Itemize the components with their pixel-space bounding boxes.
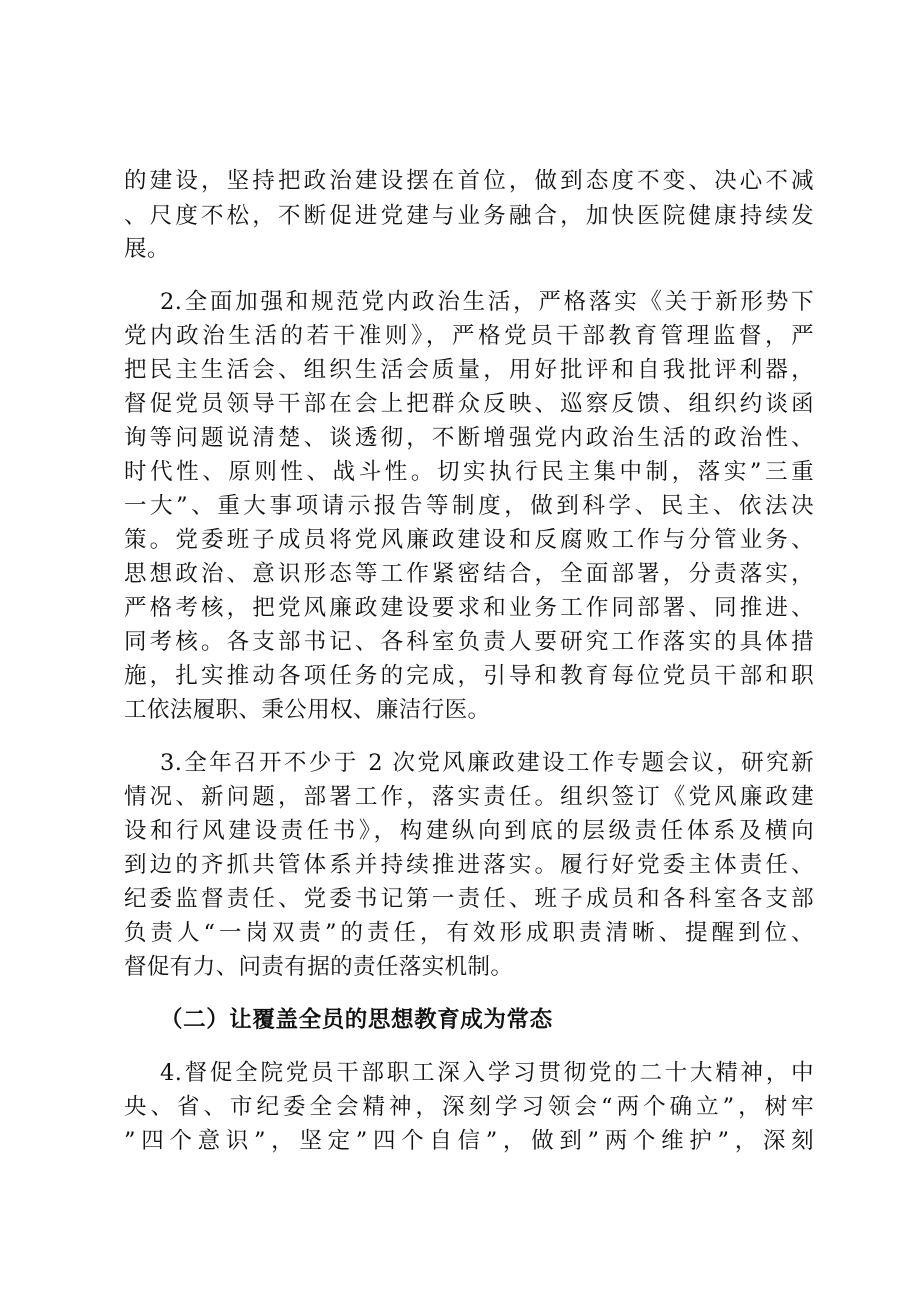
- paragraph-3-line-5: 纪委监督责任、党委书记第一责任、班子成员和各科室各支部: [124, 886, 814, 912]
- paragraph-2-line-6: 时代性、原则性、战斗性。切实执行民主集中制，落实”三重: [124, 459, 814, 485]
- paragraph-2-line-3: 把民主生活会、组织生活会质量，用好批评和自我批评利器，: [124, 357, 814, 383]
- paragraph-2-line-7: 一大”、重大事项请示报告等制度，做到科学、民主、依法决: [124, 493, 814, 519]
- paragraph-4-line-3: ”四个意识”，坚定”四个自信”，做到”两个维护”，深刻: [124, 1128, 814, 1154]
- paragraph-1-line-3: 展。: [124, 236, 170, 262]
- paragraph-2-line-10: 严格考核，把党风廉政建设要求和业务工作同部署、同推进、: [124, 595, 814, 621]
- paragraph-3-line-3: 设和行风建设责任书》，构建纵向到底的层级责任体系及横向: [124, 818, 814, 844]
- paragraph-3-line-6: 负责人“一岗双责”的责任，有效形成职责清晰、提醒到位、: [124, 920, 814, 946]
- paragraph-1-line-1: 的建设，坚持把政治建设摆在首位，做到态度不变、决心不减: [124, 168, 814, 194]
- paragraph-2-line-9: 思想政治、意识形态等工作紧密结合，全面部署，分责落实，: [124, 561, 814, 587]
- paragraph-2-line-12: 施，扎实推动各项任务的完成，引导和教育每位党员干部和职: [124, 663, 814, 689]
- paragraph-2-line-4: 督促党员领导干部在会上把群众反映、巡察反馈、组织约谈函: [124, 391, 814, 417]
- paragraph-2-line-1: 2.全面加强和规范党内政治生活，严格落实《关于新形势下: [160, 289, 814, 315]
- paragraph-3-line-7: 督促有力、问责有据的责任落实机制。: [124, 954, 514, 980]
- paragraph-3-line-2: 情况、新问题，部署工作，落实责任。组织签订《党风廉政建: [124, 784, 814, 810]
- paragraph-2-line-13: 工依法履职、秉公用权、廉洁行医。: [124, 697, 491, 723]
- paragraph-4-line-2: 央、省、市纪委全会精神，深刻学习领会“两个确立”，树牢: [124, 1094, 814, 1120]
- paragraph-3-line-4: 到边的齐抓共管体系并持续推进落实。履行好党委主体责任、: [124, 852, 814, 878]
- paragraph-3-line-1: 3.全年召开不少于 2 次党风廉政建设工作专题会议，研究新: [160, 750, 814, 776]
- paragraph-2-line-5: 询等问题说清楚、谈透彻，不断增强党内政治生活的政治性、: [124, 425, 814, 451]
- section-heading: （二）让覆盖全员的思想教育成为常态: [160, 1007, 553, 1033]
- paragraph-4-line-1: 4.督促全院党员干部职工深入学习贯彻党的二十大精神，中: [160, 1060, 814, 1086]
- paragraph-1-line-2: 、尺度不松，不断促进党建与业务融合，加快医院健康持续发: [124, 203, 814, 229]
- paragraph-2-line-11: 同考核。各支部书记、各科室负责人要研究工作落实的具体措: [124, 629, 814, 655]
- paragraph-2-line-8: 策。党委班子成员将党风廉政建设和反腐败工作与分管业务、: [124, 527, 814, 553]
- paragraph-2-line-2: 党内政治生活的若干准则》，严格党员干部教育管理监督，严: [124, 323, 814, 349]
